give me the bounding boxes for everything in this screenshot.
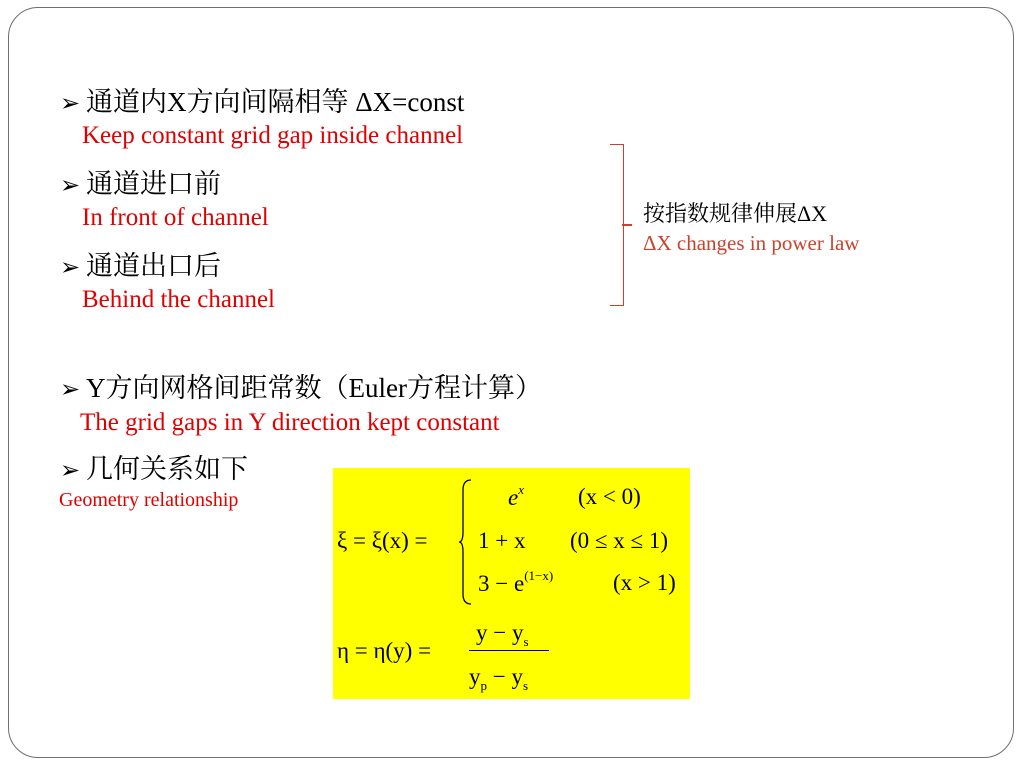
item-1-english: Keep constant grid gap inside channel: [82, 122, 464, 149]
bullet-item-5: [60, 447, 248, 486]
eta-lhs: η = η(y) =: [337, 638, 432, 663]
xi-lhs: ξ = ξ(x) =: [337, 528, 428, 553]
bullet-item-4: [60, 366, 542, 405]
arrow-bullet-icon: ➢: [60, 91, 81, 117]
arrow-bullet-icon: ➢: [60, 458, 81, 484]
item-5-english: Geometry relationship: [59, 489, 239, 511]
case-1-expr: $e^x$: [508, 482, 524, 510]
item-2-chinese: 通道进口前: [86, 169, 221, 199]
bullet-item-2: [60, 162, 221, 201]
eta-numerator: $y - y_s$: [476, 620, 529, 649]
bracket-note-chinese: 按指数规律伸展ΔX: [643, 201, 828, 226]
bullet-item-3: [60, 244, 221, 283]
arrow-bullet-icon: ➢: [60, 377, 81, 403]
case-2-condition: (0 ≤ x ≤ 1): [570, 528, 669, 553]
left-brace: [459, 478, 473, 606]
case-2-expr: 1 + x: [478, 528, 526, 553]
item-2-english: In front of channel: [82, 204, 269, 231]
item-3-chinese: 通道出口后: [86, 251, 221, 281]
formula-box: [333, 468, 690, 699]
arrow-bullet-icon: ➢: [60, 255, 81, 281]
eta-denominator: $y_p - y_s$: [469, 664, 529, 693]
item-4-chinese: Y方向网格间距常数（Euler方程计算）: [86, 373, 542, 403]
bullet-item-1: [60, 80, 464, 119]
case-1-condition: (x < 0): [578, 484, 641, 509]
item-4-english: The grid gaps in Y direction kept constant: [80, 409, 500, 436]
item-3-english: Behind the channel: [82, 286, 275, 313]
case-3-expr: $3 - e^{(1-x)}$: [478, 568, 554, 596]
case-3-condition: (x > 1): [613, 570, 676, 595]
bracket-note-english: ΔX changes in power law: [643, 231, 860, 255]
item-5-chinese: 几何关系如下: [86, 454, 248, 484]
item-1-chinese: 通道内X方向间隔相等 ΔX=const: [86, 87, 465, 117]
fraction-bar: [469, 650, 549, 651]
bracket-tick: [622, 224, 632, 226]
arrow-bullet-icon: ➢: [60, 173, 81, 199]
